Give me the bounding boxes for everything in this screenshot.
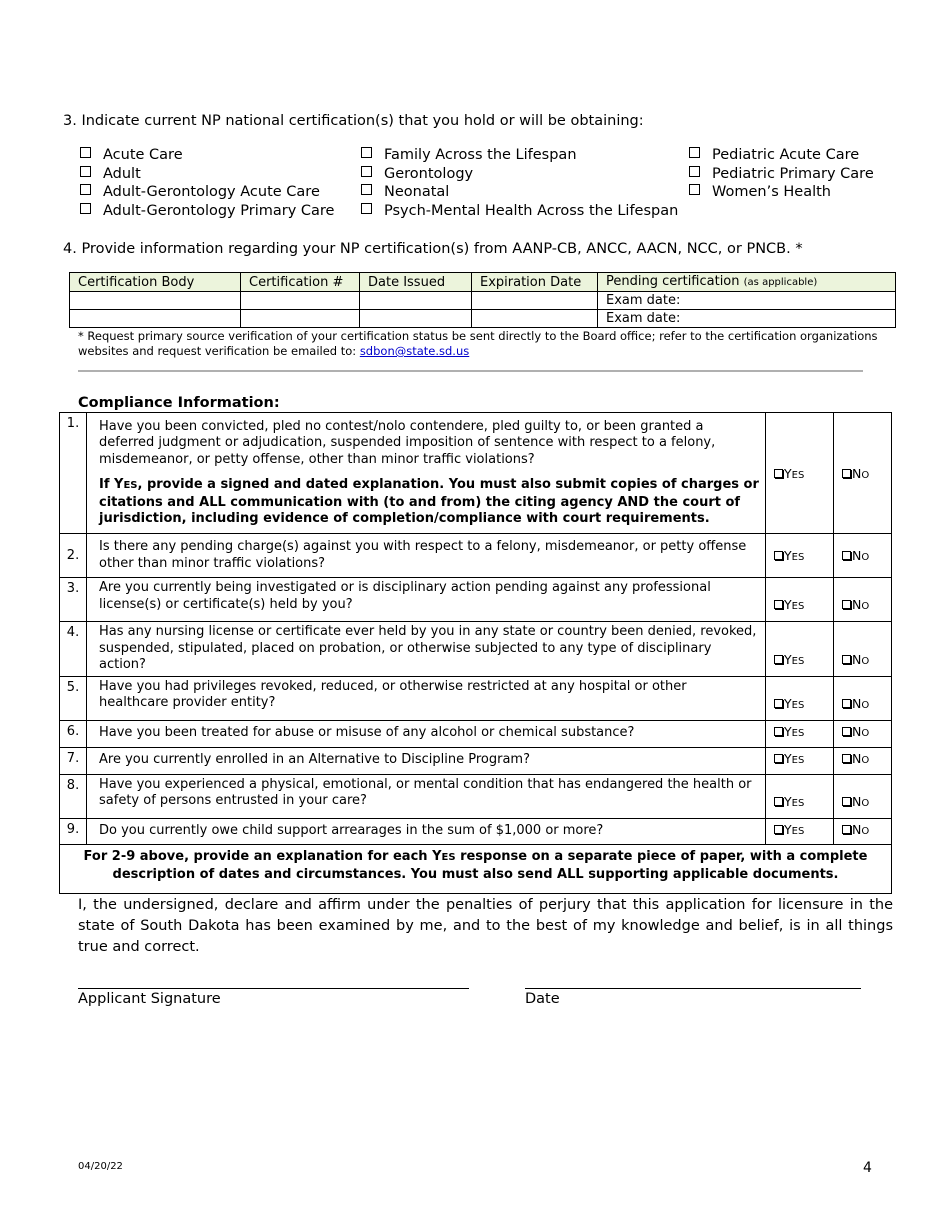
item-number: 7. [60,747,87,774]
checkbox-icon [361,147,372,158]
checkbox-icon [774,655,783,664]
date-issued-cell[interactable] [360,292,472,310]
checkbox-icon [774,754,783,763]
certification-table [69,272,896,328]
item1-instructions: If YES, provide a signed and dated explanation. You must also submit copies of charges or citations and ALL communication with (to and from) the citing agency AND the court of jurisdiction, including evidence of completion/compliance with court requirements. [99,477,759,526]
q4-text: 4. Provide information regarding your NP certification(s) from AANP-CB, ANCC, AACN, NCC, or PNCB. * [63,241,803,257]
item-question: Have you experienced a physical, emotional, or mental condition that has endangered the health or safety of persons entrusted in your care? [87,774,766,818]
checkbox-icon [842,469,851,478]
expiration-date-cell[interactable] [472,310,598,328]
date-label: Date [525,991,560,1007]
table-row [70,292,896,310]
table-row [60,413,892,534]
checkbox-icon [80,184,91,195]
yes-checkbox[interactable]: YES [766,720,834,747]
checkbox-icon [774,727,783,736]
expiration-date-cell[interactable] [472,292,598,310]
table-header-row [70,273,896,292]
no-checkbox[interactable]: NO [834,676,892,720]
checkbox-icon [842,797,851,806]
yes-checkbox[interactable]: YES [766,534,834,578]
checkbox-icon [774,551,783,560]
col-expiration-date: Expiration Date [472,273,598,292]
item-number: 4. [60,622,87,677]
cert-body-cell[interactable] [70,292,241,310]
q3-text: 3. Indicate current NP national certification(s) that you hold or will be obtaining: [63,113,644,129]
no-checkbox[interactable]: NO [834,747,892,774]
checkbox-pediatric-acute[interactable]: Pediatric Acute Care [689,147,859,163]
checkbox-icon [80,147,91,158]
yes-checkbox[interactable]: YES [766,774,834,818]
no-checkbox[interactable]: NO [834,720,892,747]
yes-checkbox[interactable]: YES [766,622,834,677]
item-question: Are you currently enrolled in an Alternative to Discipline Program? [87,747,766,774]
item-question: Has any nursing license or certificate ever held by you in any state or country been denied, revoked, suspended, stipulated, placed on probation, or otherwise subjected to any type of disciplinary action? [87,622,766,677]
checkbox-adult-gero-acute[interactable]: Adult-Gerontology Acute Care [80,184,320,200]
yes-checkbox[interactable]: YES [766,578,834,622]
table-row [60,622,892,677]
item-question: Is there any pending charge(s) against you with respect to a felony, misdemeanor, or petty offense other than minor traffic violations? [87,534,766,578]
col-certification-body: Certification Body [70,273,241,292]
checkbox-adult-gero-primary[interactable]: Adult-Gerontology Primary Care [80,203,334,219]
cert-number-cell[interactable] [241,310,360,328]
cert-number-cell[interactable] [241,292,360,310]
yes-checkbox[interactable]: YES [766,413,834,534]
checkbox-gerontology[interactable]: Gerontology [361,166,473,182]
col-date-issued: Date Issued [360,273,472,292]
checkbox-icon [80,166,91,177]
date-line[interactable] [525,988,861,989]
checkbox-icon [80,203,91,214]
no-checkbox[interactable]: NO [834,622,892,677]
checkbox-psych-mental[interactable]: Psych-Mental Health Across the Lifespan [361,203,678,219]
table-row [70,310,896,328]
checkbox-icon [774,699,783,708]
no-checkbox[interactable]: NO [834,578,892,622]
applicant-signature-label: Applicant Signature [78,991,221,1007]
page-number: 4 [863,1160,872,1176]
checkbox-icon [842,655,851,664]
col-certification-number: Certification # [241,273,360,292]
verification-note: * Request primary source verification of your certification status be sent directly to the Board office; refer to the certification organizations websites and request verification be emailed to: sdbon@state.sd.us [78,329,878,358]
checkbox-icon [842,727,851,736]
no-checkbox[interactable]: NO [834,818,892,844]
checkbox-icon [774,797,783,806]
checkbox-icon [774,600,783,609]
exam-date-cell[interactable]: Exam date: [598,310,896,328]
checkbox-acute-care[interactable]: Acute Care [80,147,183,163]
revision-date: 04/20/22 [78,1161,123,1172]
item-question: Have you been convicted, pled no contest/nolo contendere, pled guilty to, or been granted a deferred judgment or adjudication, suspended imposition of sentence with respect to a felony, misdemeanor, or petty offense, other than minor traffic violations? If YES, provide a signed and dated explanation. You must also submit copies of charges or citations and ALL communication with (to and from) the citing agency AND the court of jurisdiction, including evidence of completion/compliance with court requirements. [87,413,766,534]
item-question: Are you currently being investigated or is disciplinary action pending against any professional license(s) or certificate(s) held by you? [87,578,766,622]
checkbox-womens-health[interactable]: Women’s Health [689,184,831,200]
checkbox-family-lifespan[interactable]: Family Across the Lifespan [361,147,577,163]
yes-checkbox[interactable]: YES [766,747,834,774]
checkbox-adult[interactable]: Adult [80,166,141,182]
table-row [60,774,892,818]
checkbox-icon [774,825,783,834]
item-number: 5. [60,676,87,720]
table-row [60,747,892,774]
checkbox-icon [689,147,700,158]
checkbox-icon [361,203,372,214]
declaration-text: I, the undersigned, declare and affirm under the penalties of perjury that this application for licensure in the state of South Dakota has been examined by me, and to the best of my knowledge and belief, is in all things true and correct. [78,897,893,955]
checkbox-icon [842,551,851,560]
table-row [60,534,892,578]
checkbox-pediatric-primary[interactable]: Pediatric Primary Care [689,166,874,182]
yes-checkbox[interactable]: YES [766,818,834,844]
table-row [60,578,892,622]
compliance-title: Compliance Information: [78,395,280,411]
item-number: 9. [60,818,87,844]
table-row [60,676,892,720]
table-footer-row [60,844,892,893]
item-question: Have you had privileges revoked, reduced, or otherwise restricted at any hospital or other healthcare provider entity? [87,676,766,720]
no-checkbox[interactable]: NO [834,534,892,578]
item-number: 1. [60,413,87,534]
table-row [60,720,892,747]
checkbox-neonatal[interactable]: Neonatal [361,184,449,200]
yes-checkbox[interactable]: YES [766,676,834,720]
checkbox-icon [842,600,851,609]
section-divider [78,370,863,372]
item-number: 2. [60,534,87,578]
checkbox-icon [842,754,851,763]
item-question: Have you been treated for abuse or misuse of any alcohol or chemical substance? [87,720,766,747]
exam-date-cell[interactable]: Exam date: [598,292,896,310]
checkbox-icon [361,166,372,177]
checkbox-icon [689,184,700,195]
compliance-footer-instructions: For 2-9 above, provide an explanation for each YES response on a separate piece of paper, with a complete description of dates and circumstances. You must also send ALL supporting applicable documents. [60,844,892,893]
item-number: 6. [60,720,87,747]
date-issued-cell[interactable] [360,310,472,328]
applicant-signature-line[interactable] [78,988,469,989]
col-pending-certification: Pending certification (as applicable) [598,273,896,292]
checkbox-icon [774,469,783,478]
table-row [60,818,892,844]
cert-body-cell[interactable] [70,310,241,328]
board-email-link[interactable]: sdbon@state.sd.us [359,344,470,358]
compliance-table [59,412,892,894]
item-number: 3. [60,578,87,622]
item-number: 8. [60,774,87,818]
no-checkbox[interactable]: NO [834,413,892,534]
no-checkbox[interactable]: NO [834,774,892,818]
checkbox-icon [842,699,851,708]
checkbox-icon [842,825,851,834]
item-question: Do you currently owe child support arrearages in the sum of $1,000 or more? [87,818,766,844]
checkbox-icon [689,166,700,177]
checkbox-icon [361,184,372,195]
